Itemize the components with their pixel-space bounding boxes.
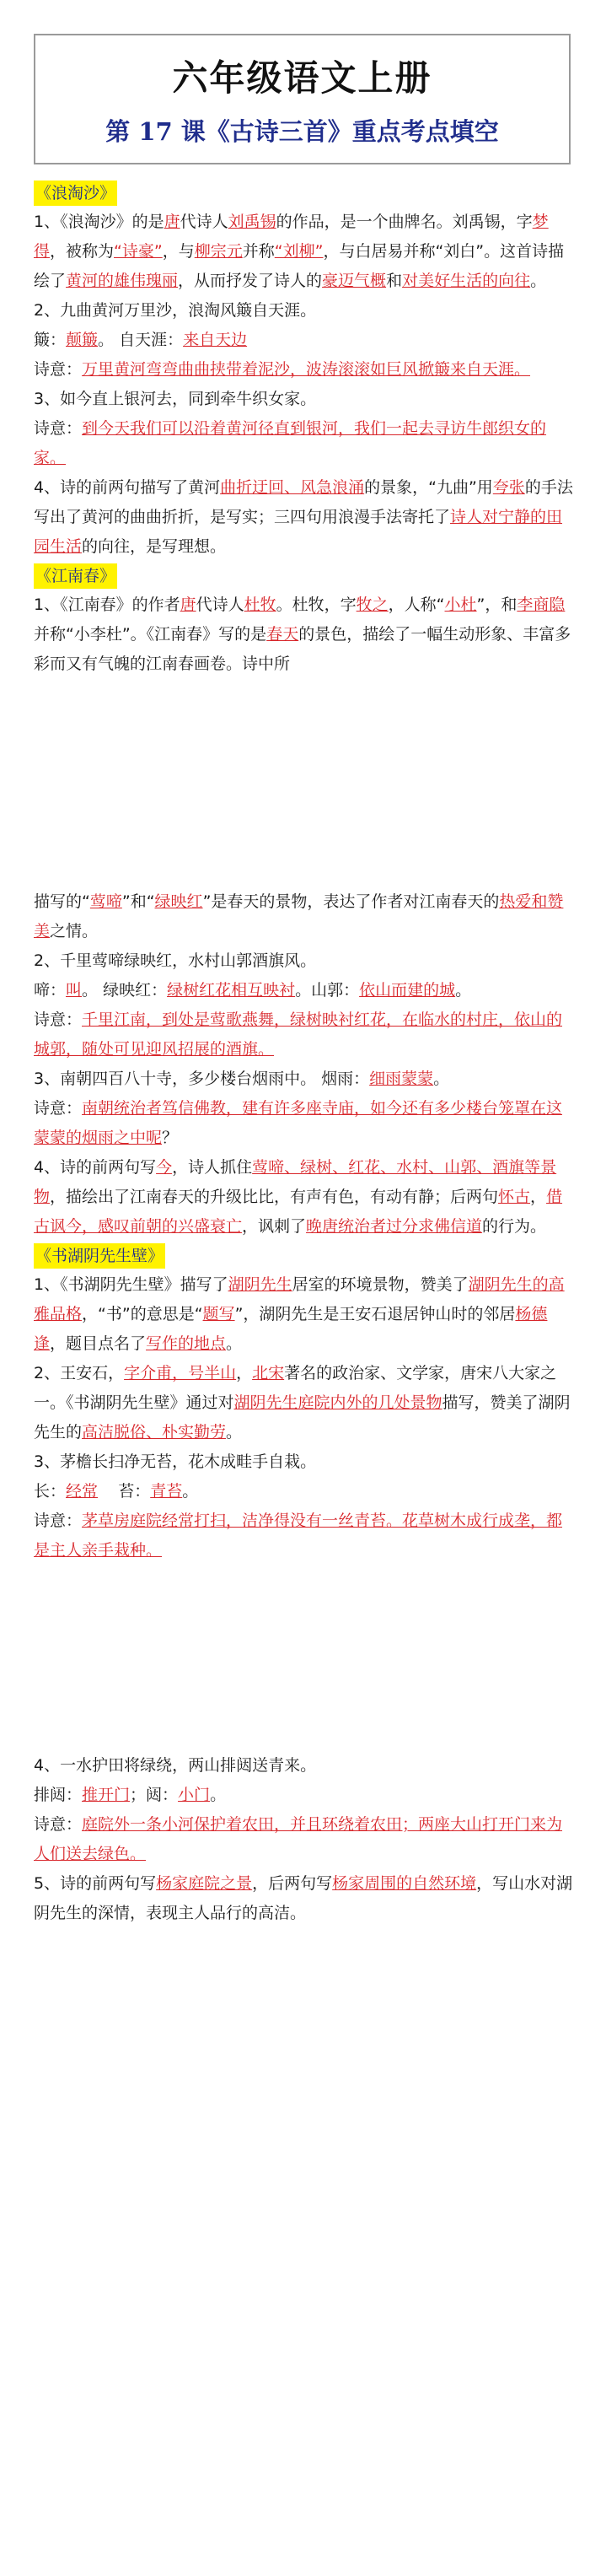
content-part-1: [34, 179, 573, 679]
s2-para-4: 诗意：千里江南，到处是莺歌燕舞，绿树映衬红花，在临水的村庄，依山的城郭，随处可见迎风招展的酒旗。: [34, 1010, 563, 1059]
s1-para-3: 簸：颠簸。 自天涯：来自天边: [34, 331, 248, 349]
s3-para-9: 5、诗的前两句写杨家庭院之景，后两句写杨家周围的自然环境，写山水对湖阴先生的深情，表现主人品行的高洁。: [34, 1874, 573, 1922]
s3-para-4: 长：经常 苔：青苔。: [34, 1482, 199, 1501]
s3-para-6: 4、一水护田将绿绕，两山排闼送青来。: [34, 1756, 317, 1775]
s2-para-2: 2、千里莺啼绿映红，水村山郭酒旗风。: [34, 951, 317, 970]
s2-para-6: 诗意：南朝统治者笃信佛教，建有许多座寺庙，如今还有多少楼台笼罩在这蒙蒙的烟雨之中呢？: [34, 1099, 563, 1147]
title-box: [34, 34, 571, 164]
s3-para-8: 诗意：庭院外一条小河保护着农田，并且环绕着农田；两座大山打开门来为人们送去绿色。: [34, 1815, 563, 1863]
s3-para-1: 1、《书湖阴先生壁》描写了湖阴先生居室的环境景物，赞美了湖阴先生的高雅品格，“书”的意思是“题写”，湖阴先生是王安石退居钟山时的邻居杨德逢，题目点名了写作的地点。: [34, 1275, 565, 1353]
page-subtitle: 第 17 课《古诗三首》重点考点填空: [105, 117, 499, 146]
s2-para-7: 4、诗的前两句写今，诗人抓住莺啼、绿树、红花、水村、山郭、酒旗等景物，描绘出了江南春天的升级比比，有声有色，有动有静；后两句怀古，借古讽今，感叹前朝的兴盛衰亡，讽刺了晚唐统治者过分求佛信道的行为。: [34, 1158, 563, 1236]
section-heading-shuhuyin: 《书湖阴先生壁》: [34, 1243, 165, 1269]
s2-para-5: 3、南朝四百八十寺，多少楼台烟雨中。 烟雨：细雨蒙蒙。: [34, 1070, 450, 1088]
content-part-2: [34, 887, 573, 1566]
page-title: 六年级语文上册: [172, 57, 432, 99]
s3-para-7: 排闼：推开门；闼：小门。: [34, 1786, 227, 1804]
s2-para-1: 1、《江南春》的作者唐代诗人杜牧。杜牧，字牧之，人称“小杜”，和李商隐并称“小李杜”。《江南春》写的是春天的景色，描绘了一幅生动形象、丰富多彩而又有气魄的江南春画卷。诗中所: [34, 595, 571, 673]
s1-para-4: 诗意：万里黄河弯弯曲曲挟带着泥沙，波涛滚滚如巨风掀簸来自天涯。: [34, 360, 531, 379]
s1-para-5: 3、如今直上银河去，同到牵牛织女家。: [34, 390, 317, 408]
content-part-3: [34, 1751, 573, 1928]
s1-para-6: 诗意：到今天我们可以沿着黄河径直到银河，我们一起去寻访牛郎织女的家。: [34, 419, 547, 467]
section-heading-jiangnanchun: 《江南春》: [34, 563, 117, 589]
s2-para-1b: 描写的“莺啼”和“绿映红”是春天的景物，表达了作者对江南春天的热爱和赞美之情。: [34, 892, 564, 940]
s2-para-3: 啼：叫。 绿映红：绿树红花相互映衬。山郭：依山而建的城。: [34, 981, 472, 1000]
section-heading-langtaosha: 《浪淘沙》: [34, 181, 117, 206]
s1-para-1: 1、《浪淘沙》的是唐代诗人刘禹锡的作品，是一个曲牌名。刘禹锡，字梦得，被称为“诗豪”，与柳宗元并称“刘柳”，与白居易并称“刘白”。这首诗描绘了黄河的雄伟瑰丽，从而抒发了诗人的豪迈气概和对美好生活的向往。: [34, 213, 565, 290]
s1-para-7: 4、诗的前两句描写了黄河曲折迂回、风急浪涌的景象，“九曲”用夸张的手法写出了黄河的曲曲折折，是写实；三四句用浪漫手法寄托了诗人对宁静的田园生活的向往，是写理想。: [34, 478, 573, 556]
s3-para-2: 2、王安石，字介甫，号半山，北宋著名的政治家、文学家，唐宋八大家之一。《书湖阴先生壁》通过对湖阴先生庭院内外的几处景物描写，赞美了湖阴先生的高洁脱俗、朴实勤劳。: [34, 1364, 571, 1442]
s3-para-5: 诗意：茅草房庭院经常打扫，洁净得没有一丝青苔。花草树木成行成垄，都是主人亲手栽种。: [34, 1512, 563, 1560]
s1-para-2: 2、九曲黄河万里沙，浪淘风簸自天涯。: [34, 301, 317, 320]
s3-para-3: 3、茅檐长扫净无苔，花木成畦手自栽。: [34, 1452, 317, 1471]
